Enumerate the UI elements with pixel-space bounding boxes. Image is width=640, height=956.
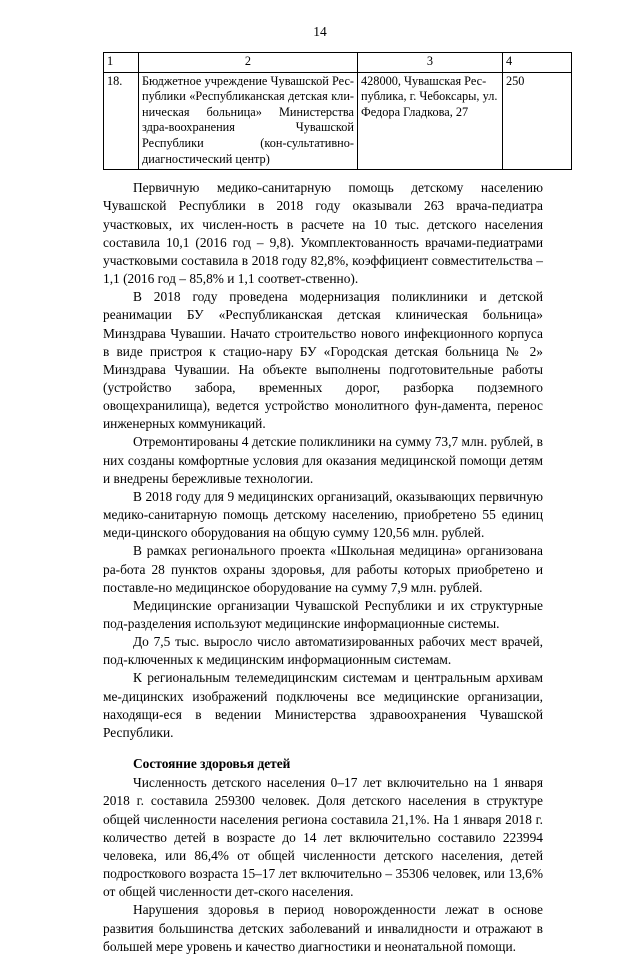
table-header-cell-3: 3 <box>358 53 503 73</box>
paragraph-9: Численность детского населения 0–17 лет включительно на 1 января 2018 г. составила 259300 человек. Доля детского населения в структуре общей численности населения региона составила 21,1%. На 1 января 2018 г. количество детей в возрасте до 14 лет включительно составило 223994 человека, или 86,4% от общей численности детского населения, детей подросткового возраста 15–17 лет включительно – 35306 человек, или 13,6% от общей численности дет-ского населения. <box>103 775 543 900</box>
table-cell-count: 250 <box>503 72 572 170</box>
table-header-row <box>104 53 572 73</box>
section-heading: Состояние здоровья детей <box>133 756 291 772</box>
page-number: 14 <box>313 24 327 39</box>
paragraph-10: Нарушения здоровья в период новорожденности лежат в основе развития большинства детских заболеваний и инвалидности и отражают в большей мере уровень и качество диагностики и неонатальной помощи. <box>103 902 543 954</box>
table-cell-number: 18. <box>104 72 139 170</box>
paragraph-4: В 2018 году для 9 медицинских организаций, оказывающих первичную медико-санитарную помощь детскому населению, приобретено 55 единиц меди-цинского оборудования на общую сумму 120,56 млн. рублей. <box>103 488 543 541</box>
paragraph-5: В рамках регионального проекта «Школьная медицина» организована ра-бота 28 пунктов охраны здоровья, для работы которых приобретено и поставле-но медицинское оборудование на сумму 7,9 млн. рублей. <box>103 543 543 595</box>
paragraph-2: В 2018 году проведена модернизация поликлиники и детской реанимации БУ «Республиканская детская клиническая больница» Минздрава Чувашии. Начато строительство нового инфекционного корпуса в виде пристроя к стацио-нару БУ «Городская детская больница № 2» Минздрава Чувашии. На объекте выполнены подготовительные работы (устройство забора, временных дорог, разборка подземного овощехранилища), ведется устройство монолитного фун-дамента, перенос инженерных коммуникаций. <box>103 289 543 432</box>
page-content <box>103 52 543 956</box>
table-cell-organization-name: Бюджетное учреждение Чувашской Рес-публики «Республиканская детская кли-ническая больница» Министерства здра-воохранения Чувашской Республики (кон-сультативно-диагностический центр) <box>139 72 358 170</box>
table-row <box>104 72 572 170</box>
table-header-cell-2: 2 <box>139 53 358 73</box>
paragraph-7: До 7,5 тыс. выросло число автоматизированных рабочих мест врачей, под-ключенных к медицинским информационным системам. <box>103 634 543 668</box>
paragraph-6: Медицинские организации Чувашской Республики и их структурные под-разделения используют медицинские информационные системы. <box>103 597 543 632</box>
paragraph-3: Отремонтированы 4 детские поликлиники на сумму 73,7 млн. рублей, в них созданы комфортные условия для оказания медицинской помощи детям и внедрены бережливые технологии. <box>103 434 543 486</box>
table-cell-address: 428000, Чувашская Рес-публика, г. Чебоксары, ул. Федора Гладкова, 27 <box>358 72 503 170</box>
table-header-cell-1: 1 <box>104 53 139 73</box>
paragraph-1: Первичную медико-санитарную помощь детскому населению Чувашской Республики в 2018 году оказывали 263 врача-педиатра участковых, их числен-ность в расчете на 10 тыс. детского населения составила 10,1 (2016 год – 9,8). Укомплектованность врачами-педиатрами участковыми составила в 2018 году 82,8%, коэффициент совместительства – 1,1 (2016 год – 85,8% и 1,1 соответ-ственно). <box>103 180 543 287</box>
registry-table <box>103 52 572 170</box>
body-text-block <box>103 179 543 956</box>
paragraph-8: К региональным телемедицинским системам и центральным архивам ме-дицинских изображений подключены все медицинские организации, находящи-еся в ведении Министерства здравоохранения Чувашской Республики. <box>103 670 543 740</box>
table-header-cell-4: 4 <box>503 53 572 73</box>
